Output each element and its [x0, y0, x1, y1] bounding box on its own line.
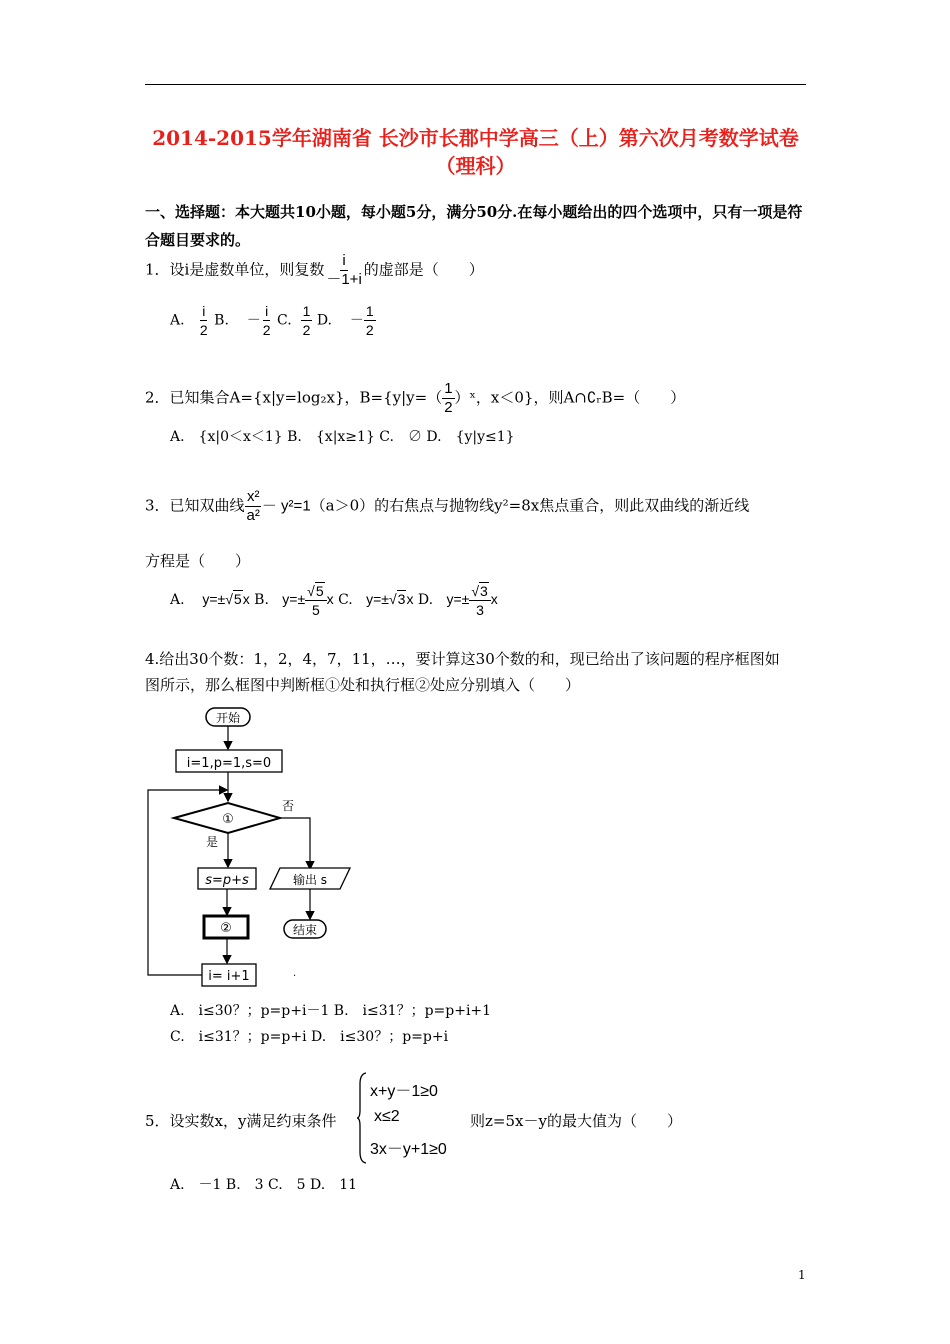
q1-d-num: 1 — [365, 303, 374, 319]
q3-b-pre: y=± — [282, 591, 306, 608]
flow-decision-label: ① — [222, 812, 234, 827]
q1-b-sign: － — [246, 311, 261, 328]
q5-suffix: 则z=5x－y的最大值为（ ） — [470, 1112, 682, 1130]
q3-options — [170, 582, 498, 619]
q2-suffix: ）ˣ，x＜0}，则A∩∁ᵣB=（ ） — [454, 388, 686, 407]
q3-c-post: x — [406, 591, 414, 608]
flow-end-label: 结束 — [292, 923, 318, 937]
flow-step2-label: ② — [220, 921, 232, 936]
q5-constraint-3: 3x－y+1≥0 — [370, 1141, 447, 1158]
q1-option-c — [301, 302, 313, 339]
q2-options: A. {x|0＜x＜1} B. {x|x≥1} C. ∅ D. {y|y≤1} — [170, 429, 515, 445]
q3-a-rad: 5 — [233, 591, 242, 608]
q1-c-den: 2 — [302, 322, 311, 338]
q1-a-den: 2 — [199, 322, 208, 338]
question-3 — [145, 488, 749, 525]
q3-line2: 方程是（ ） — [145, 552, 251, 570]
q5-prefix: 5．设实数x，y满足约束条件 — [145, 1112, 337, 1130]
q3-b-rad: 5 — [315, 583, 324, 599]
q3-num: x² — [246, 488, 260, 505]
q3-option-d-label: D. — [417, 592, 434, 609]
q4-line1: 4.给出30个数：1，2，4，7，11，…，要计算这30个数的和，现已给出了该问题的程序框图如 — [145, 650, 780, 668]
q3-d-den: 3 — [476, 602, 484, 618]
q1-option-d-label: D. — [316, 312, 332, 329]
q1-num: i — [342, 252, 346, 269]
q5-constraint-1: x+y－1≥0 — [370, 1083, 438, 1100]
flowchart — [140, 700, 380, 992]
flow-sum-label: s=p+s — [205, 873, 249, 888]
q1-a-num: i — [202, 303, 206, 319]
q1-prefix: 1．设i是虚数单位，则复数 — [145, 260, 325, 279]
q3-option-b — [282, 583, 334, 618]
q3-b-post: x — [326, 591, 334, 608]
q3-a-post: x — [242, 591, 250, 608]
q2-num: 1 — [444, 380, 453, 397]
q4-options-line2: C. i≤31？；p=p+i D. i≤30？；p=p+i — [170, 1029, 449, 1045]
flow-dot: . — [293, 968, 297, 979]
q1-option-c-label: C. — [276, 312, 292, 329]
q1-b-den: 2 — [262, 322, 271, 338]
q3-d-post: x — [490, 591, 498, 608]
flow-init-label: i=1,p=1,s=0 — [186, 756, 272, 771]
q3-suffix: （a＞0）的右焦点与抛物线y²=8x焦点重合，则此双曲线的渐近线 — [310, 496, 750, 515]
flow-no-label: 否 — [282, 799, 295, 813]
question-2 — [145, 380, 685, 417]
q1-option-d — [364, 302, 376, 339]
q3-option-c: y=±√3x — [366, 591, 414, 608]
q5-options: A. －1 B. 3 C. 5 D. 11 — [170, 1177, 358, 1193]
q3-a-pre: y=± — [202, 591, 226, 608]
q1-den: －1+i — [326, 271, 362, 288]
section-heading: 一、选择题：本大题共10小题，每小题5分，满分50分.在每小题给出的四个选项中，只有一项是符合题目要求的。 — [145, 203, 803, 249]
q1-d-den: 2 — [365, 322, 374, 338]
q1-option-b — [261, 302, 273, 339]
q4-options-line1: A. i≤30？；p=p+i－1 B. i≤31？；p=p+i+1 — [170, 1003, 492, 1019]
q3-d-num: √3 — [469, 582, 490, 601]
q3-d-rad: 3 — [480, 583, 488, 599]
q5-constraint-2: x≤2 — [374, 1108, 400, 1125]
q1-option-b-label: B. — [214, 312, 229, 329]
q3-c-rad: 3 — [397, 591, 406, 608]
q3-d-frac — [469, 582, 490, 619]
q3-option-c-label: C. — [338, 592, 353, 609]
q3-option-a-label: A. — [170, 592, 185, 609]
q3-option-a: y=±√5x — [202, 591, 250, 608]
question-1 — [145, 252, 484, 289]
q3-b-frac — [305, 582, 326, 619]
q3-option-b-label: B. — [254, 592, 269, 609]
flow-output-label: 输出 s — [292, 873, 328, 887]
q3-b-num: √5 — [305, 582, 326, 601]
q1-options — [170, 302, 376, 339]
q1-option-a-label: A. — [170, 312, 185, 329]
q1-fraction — [324, 252, 363, 289]
top-rule — [145, 84, 806, 85]
q3-mid: － y²=1 — [261, 497, 311, 515]
flow-yes-label: 是 — [206, 835, 219, 849]
q3-fraction — [245, 488, 262, 525]
page-number: 1 — [798, 1268, 806, 1282]
q3-d-pre: y=± — [446, 591, 470, 608]
q2-den: 2 — [444, 399, 453, 416]
q1-d-sign: － — [349, 311, 364, 328]
flow-inc-label: i= i+1 — [208, 969, 250, 984]
q3-c-pre: y=± — [366, 591, 389, 608]
q1-option-a — [198, 302, 210, 339]
q3-b-den: 5 — [311, 602, 320, 618]
q3-den: a² — [246, 507, 260, 524]
q1-suffix: 的虚部是（ ） — [363, 260, 484, 279]
q5-brace — [357, 1072, 367, 1164]
q3-prefix: 3．已知双曲线 — [145, 496, 245, 515]
flow-start-label: 开始 — [215, 711, 241, 725]
q2-fraction — [442, 380, 454, 417]
q4-line2: 图所示，那么框图中判断框①处和执行框②处应分别填入（ ） — [145, 676, 581, 694]
q2-prefix: 2．已知集合A={x|y=log₂x}，B={y|y=（ — [145, 388, 443, 407]
q1-c-num: 1 — [302, 303, 311, 319]
q3-option-d — [446, 583, 498, 618]
page-title: 2014-2015学年湖南省 长沙市长郡中学高三（上）第六次月考数学试卷（理科） — [152, 126, 799, 178]
q1-b-num: i — [265, 303, 269, 319]
